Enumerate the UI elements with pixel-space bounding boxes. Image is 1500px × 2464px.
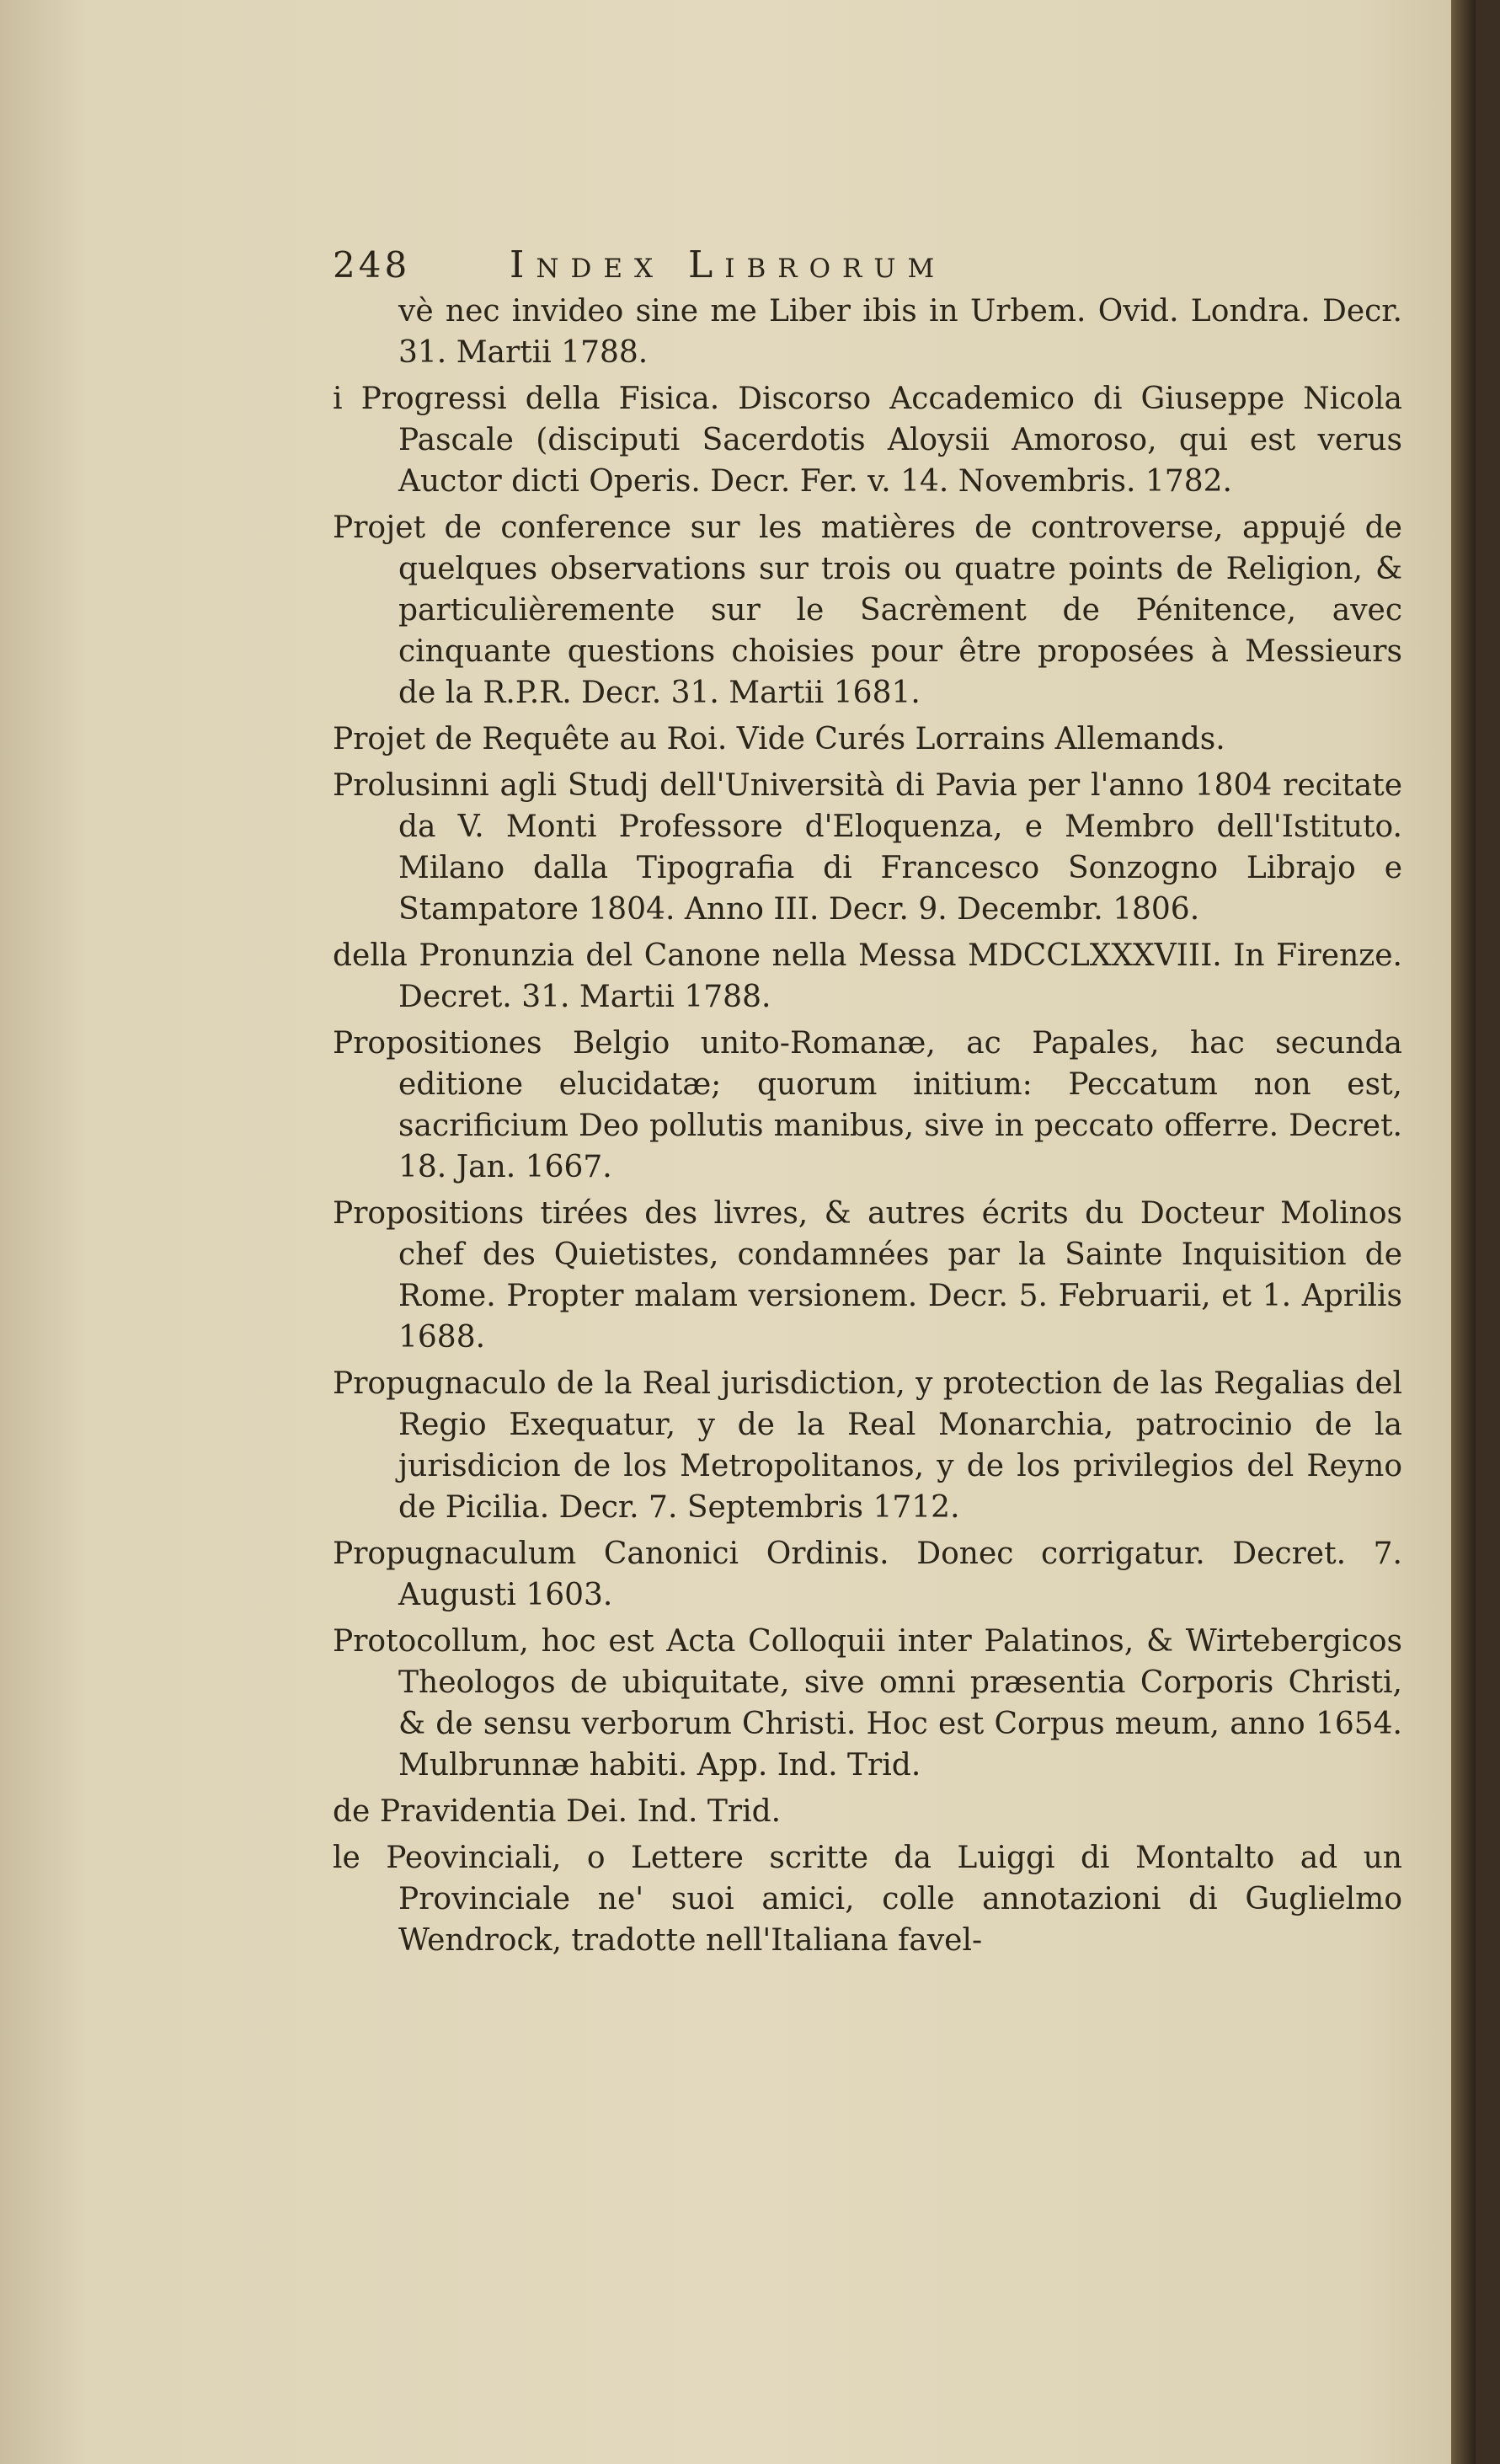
entry-text: Pravidentia Dei. Ind. Trid. [379,1794,782,1829]
entry-lead: le [333,1841,360,1875]
index-entry [333,1193,1402,1358]
page-header [333,244,1402,286]
index-entry [333,291,1402,373]
page-number: 248 [333,244,411,286]
entry-text: Pronunzia del Canone nella Messa MDCCLXXXVIII. In Firenze. Decret. 31. Martii 1788. [398,938,1402,1014]
index-entry [333,1621,1402,1786]
entry-text: Projet de conference sur les matières de controverse, appujé de quelques observations sur trois ou quatre points de Religion, & particulièremente sur le Sacrèment de Pénitence, avec cinquante questions choisies pour être proposées à Messieurs de la R.P.R. Decr. 31. Martii 1681. [333,510,1402,710]
entry-text: vè nec invideo sine me Liber ibis in Urbem. Ovid. Londra. Decr. 31. Martii 1788. [398,294,1402,370]
index-entry [333,765,1402,930]
running-head: Index Librorum [510,243,947,286]
entry-text: Propugnaculo de la Real jurisdiction, y protection de las Regalias del Regio Exequatur, y de la Real Monarchia, patrocinio de la jurisdicion de los Metropolitanos, y de los privilegios del Reyno de Picilia. Decr. 7. Septembris 1712. [333,1366,1402,1525]
index-entry [333,1363,1402,1528]
entry-lead: de [333,1794,371,1829]
page-gutter-edge [1451,0,1476,2464]
entry-text: Propugnaculum Canonici Ordinis. Donec corrigatur. Decret. 7. Augusti 1603. [333,1537,1402,1612]
index-entry [333,935,1402,1018]
entry-lead: i [333,382,343,416]
entry-text: Progressi della Fisica. Discorso Accademico di Giuseppe Nicola Pascale (disciputi Sacerdotis Aloysii Amoroso, qui est verus Auctor dicti Operis. Decr. Fer. v. 14. Novembris. 1782. [360,382,1402,499]
entry-text: Propositions tirées des livres, & autres écrits du Docteur Molinos chef des Quietistes, condamnées par la Sainte Inquisition de Rome. Propter malam versionem. Decr. 5. Februarii, et 1. Aprilis 1688. [333,1196,1402,1355]
entry-text: Peovinciali, o Lettere scritte da Luiggi di Montalto ad un Provinciale ne' suoi amici, colle annotazioni di Guglielmo Wendrock, tradotte nell'Italiana favel- [386,1841,1402,1958]
entry-text: Protocollum, hoc est Acta Colloquii inter Palatinos, & Wirtebergicos Theologos de ubiquitate, sive omni præsentia Corporis Christi, & de sensu verborum Christi. Hoc est Corpus meum, anno 1654. Mulbrunnæ habiti. App. Ind. Trid. [333,1624,1402,1783]
page-text [333,244,1402,1964]
entry-text: Prolusinni agli Studj dell'Università di Pavia per l'anno 1804 recitate da V. Monti Professore d'Eloquenza, e Membro dell'Istituto. Milano dalla Tipografia di Francesco Sonzogno Librajo e Stampatore 1804. Anno III. Decr. 9. Decembr. 1806. [333,768,1402,927]
index-entry [333,719,1402,760]
index-entry [333,378,1402,502]
entry-text: Propositiones Belgio unito-Romanæ, ac Papales, hac secunda editione elucidatæ; quorum initium: Peccatum non est, sacrificium Deo pollutis manibus, sive in peccato offerre. Decret. 18. Jan. 1667. [333,1026,1402,1184]
entry-lead: della [333,938,408,973]
index-entry [333,1791,1402,1832]
index-entry [333,1023,1402,1188]
entry-text: Projet de Requête au Roi. Vide Curés Lorrains Allemands. [333,722,1225,756]
index-entry [333,507,1402,714]
index-entry [333,1533,1402,1616]
index-entry [333,1837,1402,1961]
